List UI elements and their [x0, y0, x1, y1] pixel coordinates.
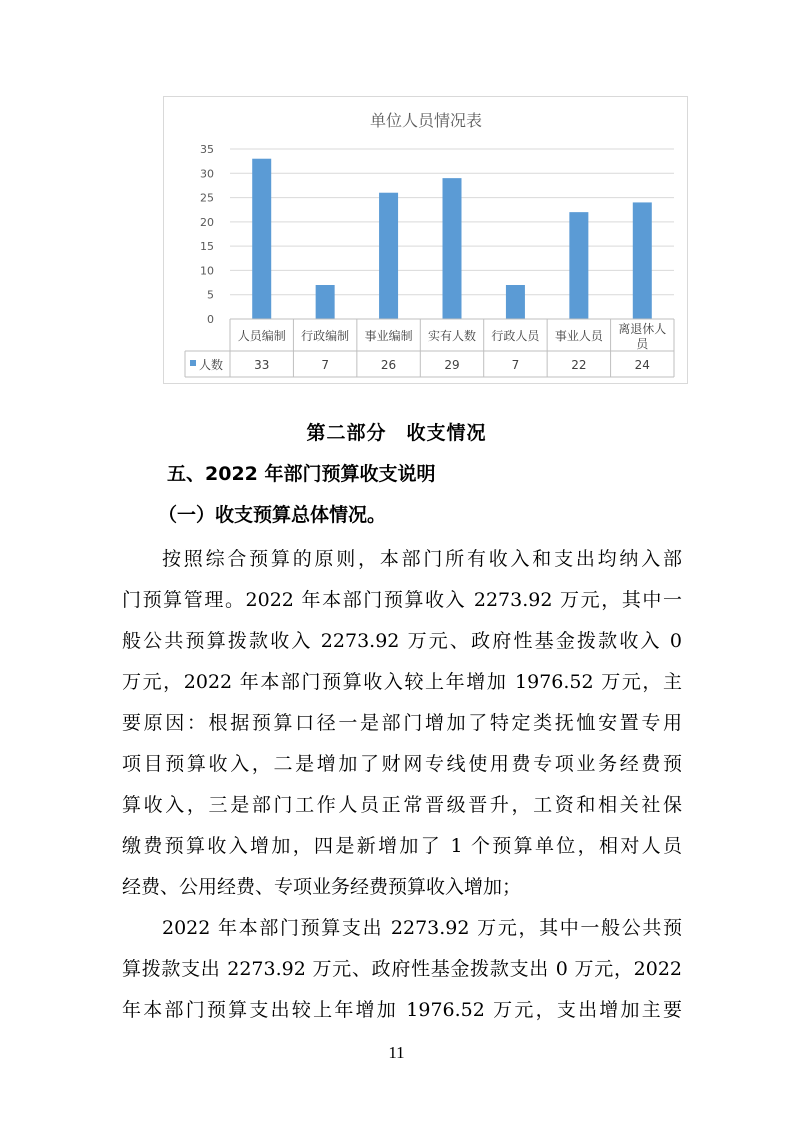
- paragraph-line: 般公共预算拨款收入 2273.92 万元、政府性基金拨款收入 0: [122, 630, 682, 652]
- y-tick-label: 5: [207, 288, 214, 302]
- bar: [443, 178, 462, 319]
- y-tick-label: 25: [200, 191, 214, 205]
- paragraph-line: 算拨款支出 2273.92 万元、政府性基金拨款支出 0 万元，2022: [122, 958, 682, 980]
- bar: [252, 159, 271, 319]
- data-value-label: 22: [571, 358, 587, 372]
- paragraph-line: 经费、公用经费、专项业务经费预算收入增加；: [122, 876, 522, 898]
- category-label: 人员编制: [237, 329, 286, 343]
- bar: [316, 285, 335, 319]
- y-tick-label: 30: [200, 167, 214, 181]
- paragraph-line: 2022 年本部门预算支出 2273.92 万元，其中一般公共预: [162, 917, 682, 939]
- paragraph-revenue: [122, 539, 682, 908]
- bar: [506, 285, 525, 319]
- y-tick-label: 0: [207, 313, 214, 326]
- staff-chart: [163, 96, 688, 384]
- paragraph-line: 项目预算收入，二是增加了财网专线使用费专项业务经费预: [122, 753, 682, 775]
- category-label: 行政人员: [491, 329, 540, 343]
- category-label: 事业编制: [364, 329, 413, 343]
- y-tick-label: 35: [200, 143, 214, 156]
- series-name: 人数: [199, 358, 224, 372]
- data-value-label: 24: [634, 358, 650, 372]
- paragraph-expenditure: [122, 908, 682, 1031]
- category-label: 行政编制: [301, 329, 350, 343]
- category-label: 事业人员: [554, 329, 603, 343]
- bar: [379, 193, 398, 319]
- legend-swatch: [190, 360, 196, 366]
- category-label: 离退休人: [618, 322, 667, 336]
- y-tick-label: 15: [200, 240, 214, 254]
- page-number: 11: [388, 1043, 405, 1062]
- section-title: 第二部分 收支情况: [306, 422, 487, 444]
- paragraph-line: 万元，2022 年本部门预算收入较上年增加 1976.52 万元，主: [122, 671, 682, 693]
- bar-chart: [164, 97, 689, 385]
- paragraph-line: 要原因：根据预算口径一是部门增加了特定类抚恤安置专用: [122, 712, 682, 734]
- paragraph-line: 年本部门预算支出较上年增加 1976.52 万元，支出增加主要: [122, 999, 682, 1021]
- paragraph-line: 缴费预算收入增加，四是新增加了 1 个预算单位，相对人员: [122, 835, 682, 857]
- category-label: 实有人数: [427, 329, 477, 343]
- heading-overview: （一）收支预算总体情况。: [158, 504, 387, 526]
- data-value-label: 33: [254, 358, 270, 372]
- data-value-label: 26: [380, 358, 397, 372]
- data-value-label: 7: [511, 358, 520, 372]
- paragraph-line: 门预算管理。2022 年本部门预算收入 2273.92 万元，其中一: [122, 589, 682, 611]
- paragraph-line: 算收入，三是部门工作人员正常晋级晋升，工资和相关社保: [122, 794, 682, 816]
- y-tick-label: 20: [200, 215, 214, 229]
- y-tick-label: 10: [200, 264, 214, 278]
- paragraph-line: 按照综合预算的原则，本部门所有收入和支出均纳入部: [162, 548, 682, 570]
- bar: [569, 212, 588, 319]
- bar: [633, 202, 652, 319]
- category-label: 员: [636, 337, 649, 351]
- chart-title: 单位人员情况表: [369, 111, 483, 130]
- data-value-label: 29: [444, 358, 460, 372]
- data-value-label: 7: [321, 358, 329, 372]
- heading-budget-explanation: 五、2022 年部门预算收支说明: [167, 463, 436, 485]
